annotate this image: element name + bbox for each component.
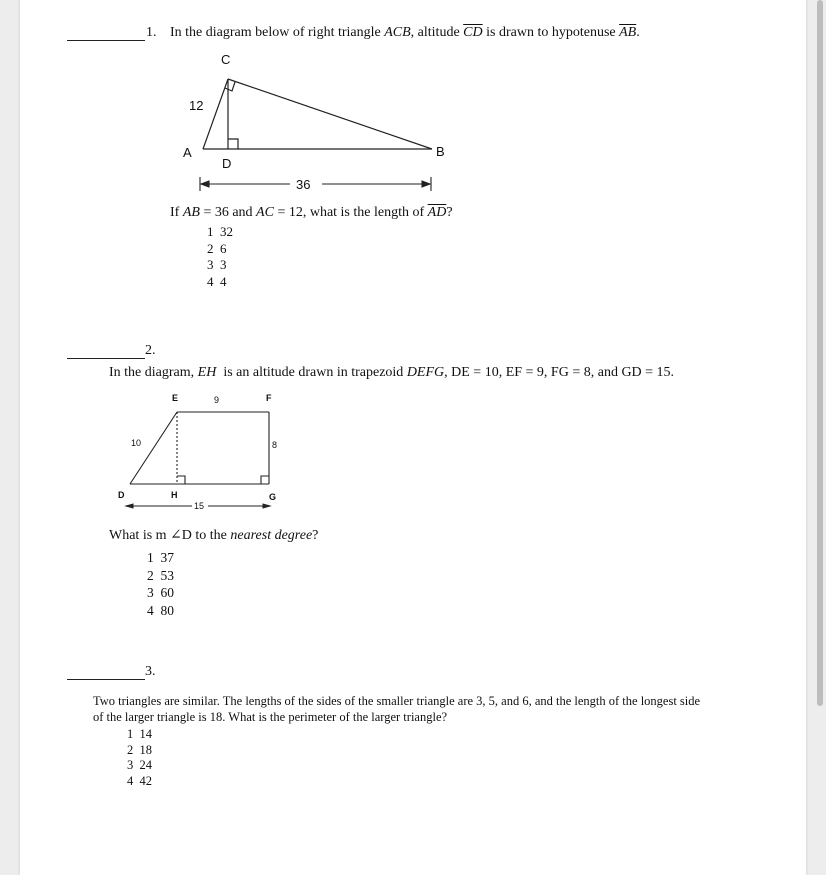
q1-choice-3[interactable]: 3 3 (207, 257, 227, 272)
q2-stem-mid: is an altitude drawn in trapezoid (216, 365, 407, 380)
q3-choice-3[interactable]: 3 24 (127, 758, 152, 772)
q2-choice-3[interactable]: 3 60 (147, 585, 174, 600)
q1-stem-ab: $\overline{AB}$ (619, 25, 637, 40)
q1-stem-cd: $\overline{CD}$ (463, 25, 483, 40)
q1-ask-ac: AC (256, 205, 274, 220)
q2-stem-end: , DE = 10, EF = 9, FG = 8, and GD = 15. (444, 365, 675, 380)
q2-label-d: D (118, 490, 125, 500)
q1-choice-4[interactable]: 4 4 (207, 273, 227, 289)
q1-ask-mid1: = 36 and (199, 205, 257, 220)
side-ac (203, 79, 228, 149)
q2-stem (109, 365, 674, 381)
q1-choice-2[interactable]: 2 6 (207, 240, 227, 256)
q2-label-9: 9 (214, 395, 220, 405)
q1-question (170, 205, 453, 221)
q1-label-36: 36 (296, 177, 311, 192)
q2-label-e: E (172, 393, 179, 403)
q2-choice-2[interactable]: 2 53 (147, 567, 174, 583)
q1-stem-mid2: is drawn to hypotenuse (482, 25, 620, 40)
dim-arrow-left (201, 181, 209, 187)
q3-stem-line2: of the larger triangle is 18. What is the perimeter of the larger triangle? (93, 710, 448, 724)
right-angle-g (261, 476, 269, 484)
q1-stem-mid: , altitude (410, 25, 464, 40)
q3-stem-line1: Two triangles are similar. The lengths of the sides of the smaller triangle are 3, 5, and 6, and the length of the longest side (93, 694, 701, 708)
q2-label-g: G (269, 492, 277, 502)
q1-choice-1[interactable]: 1 32 (207, 224, 233, 239)
q3-choice-2[interactable]: 2 18 (127, 742, 152, 757)
q3-number: 3. (145, 664, 156, 679)
q2-stem-pre: In the diagram, (109, 365, 198, 380)
q1-triangle-diagram (170, 45, 460, 200)
q1-ask-ab: AB (182, 205, 200, 220)
dim-arrow-right (263, 504, 270, 508)
q2-label-h: H (171, 490, 178, 500)
q1-label-b: B (436, 144, 445, 159)
q1-stem-triangle: ACB (384, 25, 411, 40)
q2-choice-1[interactable]: 1 37 (147, 550, 174, 565)
q2-stem-eh: EH (197, 365, 217, 380)
q1-label-ac: 12 (189, 98, 204, 113)
q2-label-10: 10 (131, 438, 142, 448)
q3-answer-blank[interactable] (67, 679, 145, 680)
q2-answer-blank[interactable] (67, 358, 145, 359)
q1-ask-mid2: = 12, what is the length of (273, 205, 428, 220)
q1-label-c: C (221, 52, 231, 67)
q3-choice-4[interactable]: 4 42 (127, 773, 152, 788)
q2-stem-name: DEFG (406, 365, 445, 380)
q2-number: 2. (145, 343, 156, 358)
right-angle-d (228, 139, 238, 149)
q2-label-8: 8 (272, 440, 278, 450)
right-angle-h (177, 476, 185, 484)
q3-choice-1[interactable]: 1 14 (127, 727, 152, 741)
q1-choices (207, 224, 233, 290)
q2-ask-end: ? (312, 528, 319, 543)
q2-question (109, 527, 318, 544)
q2-label-f: F (266, 393, 272, 403)
q1-stem-end: . (636, 25, 640, 40)
q2-ask-pre: What is m (109, 528, 171, 543)
q1-number: 1. (146, 25, 157, 40)
vertical-scrollbar[interactable] (817, 0, 823, 706)
q2-choice-4[interactable]: 4 80 (147, 602, 174, 618)
q2-choices (147, 549, 174, 619)
dim-arrow-left (126, 504, 133, 508)
q2-label-15: 15 (194, 501, 205, 511)
q1-stem-pre: In the diagram below of right triangle (170, 25, 385, 40)
side-cb (228, 79, 432, 149)
q1-ask-end: ? (446, 205, 453, 220)
q1-ask-pre: If (170, 205, 183, 220)
q2-ask-em: nearest degree (230, 528, 313, 543)
q1-label-d: D (222, 156, 232, 171)
q1-stem (170, 25, 640, 41)
q2-trapezoid-diagram (110, 388, 290, 518)
q1-label-a: A (183, 145, 192, 160)
q2-ask-mid: to the (191, 528, 231, 543)
side-de (130, 412, 177, 484)
q3-choices (127, 727, 152, 789)
q2-ask-angle: ∠D (170, 528, 192, 543)
q1-answer-blank[interactable] (67, 40, 145, 41)
dim-arrow-right (422, 181, 430, 187)
q1-ask-ad: $\overline{AD}$ (427, 205, 447, 220)
